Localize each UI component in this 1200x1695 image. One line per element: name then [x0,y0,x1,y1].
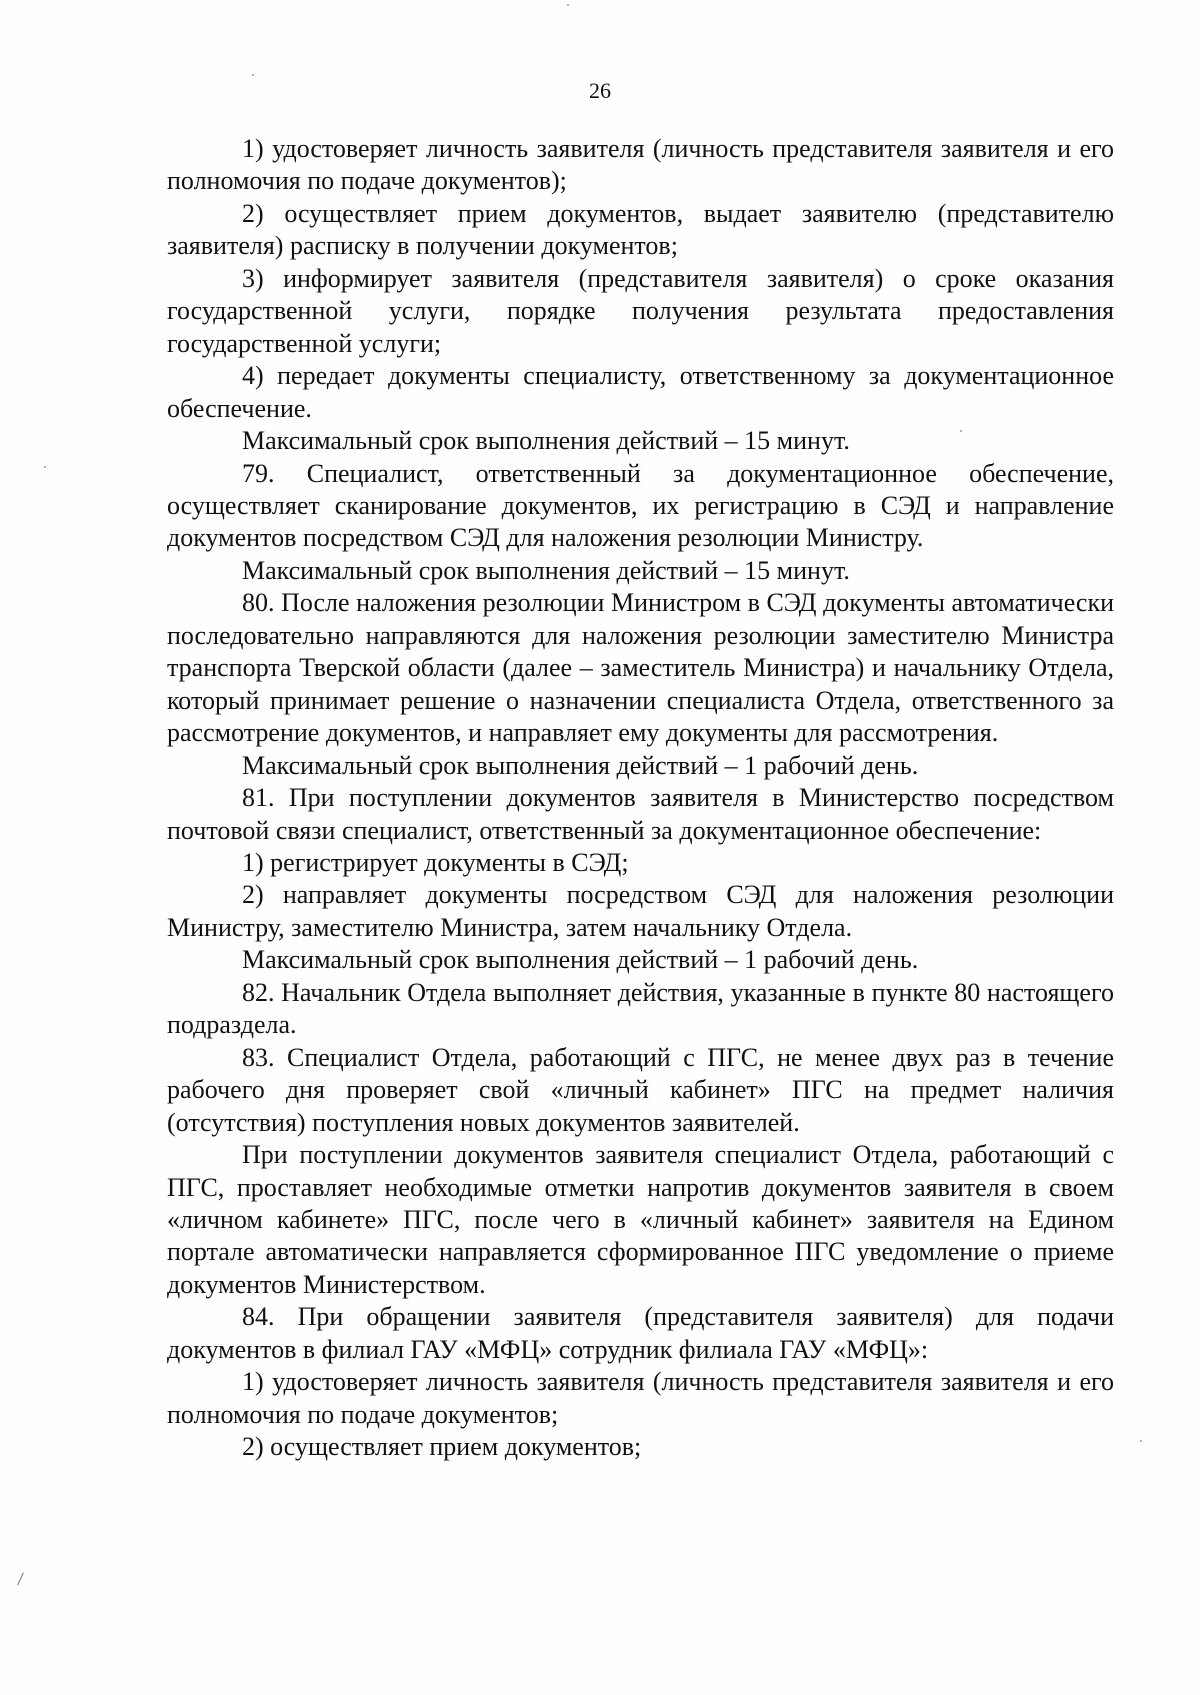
paragraph-item-4: 4) передает документы специалисту, ответственному за документационное обеспечение. [167,361,1114,423]
paragraph-83: 83. Специалист Отдела, работающий с ПГС, не менее двух раз в течение рабочего дня проверяет свой «личный кабинет» ПГС на предмет наличия (отсутствия) поступления новых документов заявителей. [167,1042,1114,1137]
scan-speck [567,4,569,6]
paragraph-83-continued: При поступлении документов заявителя специалист Отдела, работающий с ПГС, проставляет необходимые отметки напротив документов заявителя в своем «личном кабинете» ПГС, после чего в «личный кабинет» заявителя на Едином портале автоматически направляется сформированное ПГС уведомление о приеме документов Министерством. [167,1140,1114,1299]
page-number: 26 [589,78,611,103]
paragraph-item-2: 2) осуществляет прием документов, выдает заявителю (представителю заявителя) расписку в получении документов; [167,198,1114,261]
paragraph-max-time: Максимальный срок выполнения действий – 15 минут. [242,555,850,585]
scan-speck [1140,1440,1142,1442]
paragraph-item-3: 3) информирует заявителя (представителя заявителя) о сроке оказания государственной услуги, порядке получения результата предоставления государственной услуги; [167,263,1114,358]
paragraph-item-1: 1) удостоверяет личность заявителя (личность представителя заявителя и его полномочия по подаче документов); [167,134,1114,196]
scan-speck [44,466,46,468]
scan-scratch [17,1572,24,1585]
scan-speck [960,430,962,432]
paragraph-item-2: 2) осуществляет прием документов; [242,1432,642,1462]
paragraph-81: 81. При поступлении документов заявителя в Министерство посредством почтовой связи специалист, ответственный за документационное обеспечение: [167,783,1114,845]
paragraph-item-1: 1) регистрирует документы в СЭД; [242,847,629,877]
paragraph-max-time: Максимальный срок выполнения действий – 1 рабочий день. [242,750,919,780]
paragraph-max-time: Максимальный срок выполнения действий – 15 минут. [242,426,850,456]
paragraph-84: 84. При обращении заявителя (представителя заявителя) для подачи документов в филиал ГАУ «МФЦ» сотрудник филиала ГАУ «МФЦ»: [167,1302,1114,1364]
paragraph-82: 82. Начальник Отдела выполняет действия, указанные в пункте 80 настоящего подраздела. [167,977,1114,1040]
paragraph-item-1: 1) удостоверяет личность заявителя (личность представителя заявителя и его полномочия по подаче документов; [167,1367,1114,1429]
paragraph-79: 79. Специалист, ответственный за документационное обеспечение, осуществляет сканирование документов, их регистрацию в СЭД и направление документов посредством СЭД для наложения резолюции Министру. [167,458,1114,553]
paragraph-max-time: Максимальный срок выполнения действий – 1 рабочий день. [242,945,919,975]
scan-speck [252,74,254,76]
document-body [167,133,1114,1464]
paragraph-80: 80. После наложения резолюции Министром в СЭД документы автоматически последовательно направляются для наложения резолюции заместителю Министра транспорта Тверской области (далее – заместитель Министра) и начальнику Отдела, который принимает решение о назначении специалиста Отдела, ответственного за рассмотрение документов, и направляет ему документы для рассмотрения. [167,588,1114,748]
paragraph-item-2: 2) направляет документы посредством СЭД для наложения резолюции Министру, заместителю Министра, затем начальнику Отдела. [167,880,1114,942]
